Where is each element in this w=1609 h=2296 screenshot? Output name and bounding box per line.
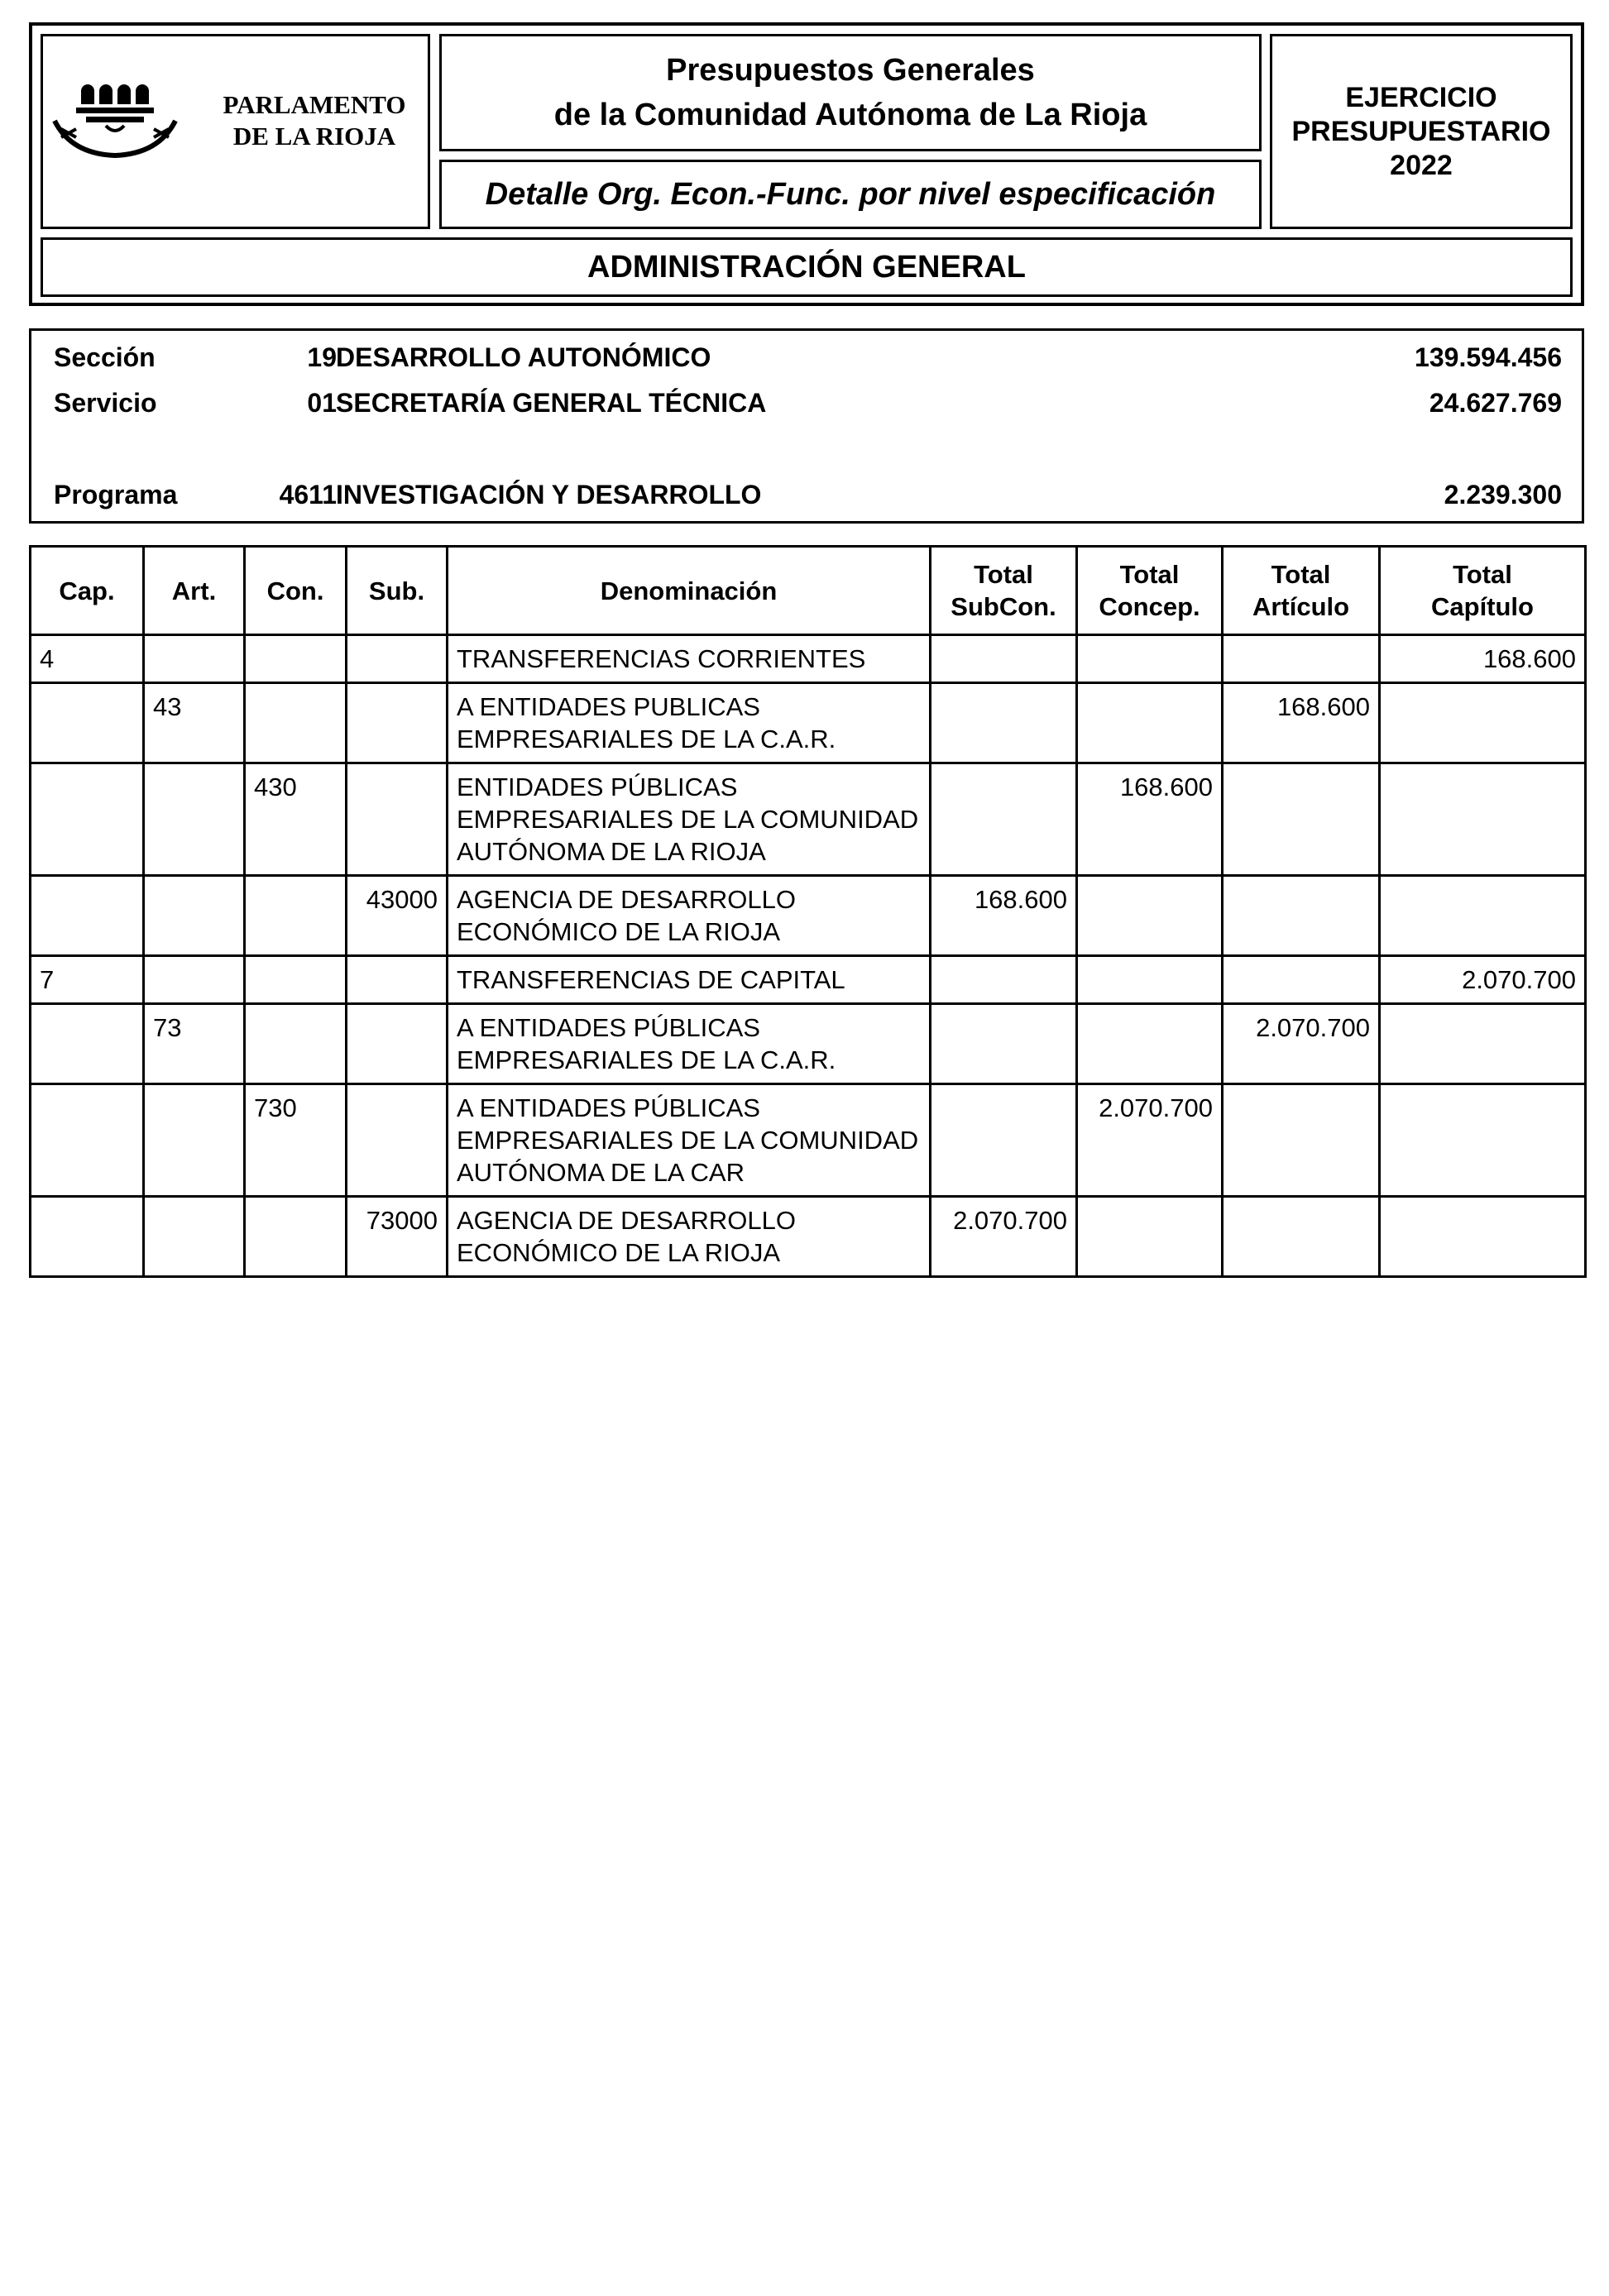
cell-subcon bbox=[931, 1084, 1077, 1197]
subtitle-text: Detalle Org. Econ.-Func. por nivel especificación bbox=[485, 176, 1216, 212]
programa-row bbox=[31, 480, 1582, 513]
cell-art bbox=[144, 763, 245, 876]
cell-concep bbox=[1077, 956, 1223, 1004]
cell-capitulo bbox=[1380, 1004, 1586, 1084]
col-concep-header-l2: Concep. bbox=[1099, 592, 1200, 621]
col-con-header: Con. bbox=[245, 547, 347, 635]
col-capitulo-header-l1: Total bbox=[1453, 560, 1512, 589]
cell-con bbox=[245, 876, 347, 956]
col-concep-header bbox=[1077, 547, 1223, 635]
cell-capitulo bbox=[1380, 763, 1586, 876]
cell-cap bbox=[31, 1084, 144, 1197]
table-row bbox=[31, 956, 1586, 1004]
cell-articulo bbox=[1223, 1197, 1380, 1277]
cell-articulo bbox=[1223, 956, 1380, 1004]
col-cap-header: Cap. bbox=[31, 547, 144, 635]
cell-denom: A ENTIDADES PÚBLICAS EMPRESARIALES DE LA C.A.R. bbox=[448, 1004, 931, 1084]
cell-cap: 4 bbox=[31, 635, 144, 683]
table-row bbox=[31, 1084, 1586, 1197]
cell-art bbox=[144, 1084, 245, 1197]
cell-cap bbox=[31, 683, 144, 763]
cell-con: 730 bbox=[245, 1084, 347, 1197]
cell-subcon bbox=[931, 956, 1077, 1004]
cell-denom: A ENTIDADES PÚBLICAS EMPRESARIALES DE LA COMUNIDAD AUTÓNOMA DE LA CAR bbox=[448, 1084, 931, 1197]
cell-subcon bbox=[931, 683, 1077, 763]
servicio-name: SECRETARÍA GENERAL TÉCNICA bbox=[336, 388, 767, 418]
document-subtitle bbox=[439, 160, 1262, 229]
cell-denom: TRANSFERENCIAS CORRIENTES bbox=[448, 635, 931, 683]
col-concep-header-l1: Total bbox=[1119, 560, 1180, 589]
cell-denom: ENTIDADES PÚBLICAS EMPRESARIALES DE LA COMUNIDAD AUTÓNOMA DE LA RIOJA bbox=[448, 763, 931, 876]
title-line2: de la Comunidad Autónoma de La Rioja bbox=[553, 98, 1147, 132]
col-articulo-header bbox=[1223, 547, 1380, 635]
col-capitulo-header bbox=[1380, 547, 1586, 635]
cell-cap bbox=[31, 876, 144, 956]
budget-info-box bbox=[29, 328, 1584, 524]
cell-capitulo: 168.600 bbox=[1380, 635, 1586, 683]
budget-table-body bbox=[31, 635, 1586, 1277]
programa-amount: 2.239.300 bbox=[1444, 480, 1562, 509]
servicio-label: Servicio bbox=[54, 388, 157, 418]
col-denom-header: Denominación bbox=[448, 547, 931, 635]
col-subcon-header bbox=[931, 547, 1077, 635]
year-value: 2022 bbox=[1390, 149, 1453, 181]
servicio-row bbox=[31, 388, 1582, 421]
cell-denom: TRANSFERENCIAS DE CAPITAL bbox=[448, 956, 931, 1004]
cell-con bbox=[245, 1004, 347, 1084]
cell-concep bbox=[1077, 1197, 1223, 1277]
seccion-code: 19 bbox=[307, 342, 337, 372]
seccion-label: Sección bbox=[54, 342, 156, 372]
cell-con: 430 bbox=[245, 763, 347, 876]
cell-concep bbox=[1077, 635, 1223, 683]
cell-art bbox=[144, 1197, 245, 1277]
cell-art bbox=[144, 876, 245, 956]
cell-art: 43 bbox=[144, 683, 245, 763]
seccion-name: DESARROLLO AUTONÓMICO bbox=[336, 342, 711, 372]
cell-articulo bbox=[1223, 876, 1380, 956]
cell-sub: 43000 bbox=[347, 876, 448, 956]
cell-subcon bbox=[931, 1004, 1077, 1084]
table-header-row bbox=[31, 547, 1586, 635]
programa-code: 4611 bbox=[279, 480, 337, 509]
col-sub-header: Sub. bbox=[347, 547, 448, 635]
cell-subcon bbox=[931, 635, 1077, 683]
org-name-line2: DE LA RIOJA bbox=[232, 122, 396, 151]
org-name bbox=[211, 89, 418, 152]
cell-denom: AGENCIA DE DESARROLLO ECONÓMICO DE LA RIOJA bbox=[448, 1197, 931, 1277]
cell-sub bbox=[347, 683, 448, 763]
cell-art: 73 bbox=[144, 1004, 245, 1084]
col-subcon-header-l1: Total bbox=[974, 560, 1033, 589]
cell-articulo bbox=[1223, 1084, 1380, 1197]
seccion-amount: 139.594.456 bbox=[1415, 342, 1562, 372]
cell-articulo bbox=[1223, 763, 1380, 876]
document-title bbox=[439, 34, 1262, 151]
programa-name: INVESTIGACIÓN Y DESARROLLO bbox=[336, 480, 762, 509]
cell-art bbox=[144, 635, 245, 683]
admin-banner bbox=[41, 237, 1573, 297]
table-row bbox=[31, 876, 1586, 956]
cell-subcon bbox=[931, 763, 1077, 876]
cell-capitulo bbox=[1380, 876, 1586, 956]
cell-cap bbox=[31, 1197, 144, 1277]
cell-art bbox=[144, 956, 245, 1004]
cell-capitulo bbox=[1380, 683, 1586, 763]
cell-con bbox=[245, 635, 347, 683]
title-line1: Presupuestos Generales bbox=[666, 53, 1035, 88]
year-line2: PRESUPUESTARIO bbox=[1291, 115, 1551, 147]
cell-denom: A ENTIDADES PUBLICAS EMPRESARIALES DE LA C.A.R. bbox=[448, 683, 931, 763]
cell-capitulo bbox=[1380, 1197, 1586, 1277]
cell-capitulo bbox=[1380, 1084, 1586, 1197]
servicio-code: 01 bbox=[307, 388, 337, 418]
seccion-row bbox=[31, 342, 1582, 375]
cell-concep: 168.600 bbox=[1077, 763, 1223, 876]
cell-concep bbox=[1077, 876, 1223, 956]
cell-concep bbox=[1077, 1004, 1223, 1084]
cell-sub: 73000 bbox=[347, 1197, 448, 1277]
col-articulo-header-l2: Artículo bbox=[1252, 592, 1350, 621]
parliament-logo-icon bbox=[48, 74, 205, 167]
cell-cap bbox=[31, 1004, 144, 1084]
col-art-header: Art. bbox=[144, 547, 245, 635]
table-row bbox=[31, 1197, 1586, 1277]
cell-sub bbox=[347, 1084, 448, 1197]
cell-con bbox=[245, 683, 347, 763]
cell-concep: 2.070.700 bbox=[1077, 1084, 1223, 1197]
cell-articulo: 168.600 bbox=[1223, 683, 1380, 763]
cell-articulo bbox=[1223, 635, 1380, 683]
cell-cap: 7 bbox=[31, 956, 144, 1004]
cell-sub bbox=[347, 956, 448, 1004]
cell-con bbox=[245, 956, 347, 1004]
cell-articulo: 2.070.700 bbox=[1223, 1004, 1380, 1084]
table-row bbox=[31, 1004, 1586, 1084]
cell-sub bbox=[347, 1004, 448, 1084]
budget-table bbox=[29, 545, 1587, 1278]
col-subcon-header-l2: SubCon. bbox=[951, 592, 1056, 621]
cell-concep bbox=[1077, 683, 1223, 763]
cell-sub bbox=[347, 635, 448, 683]
col-capitulo-header-l2: Capítulo bbox=[1431, 592, 1534, 621]
programa-label: Programa bbox=[54, 480, 178, 509]
cell-subcon: 2.070.700 bbox=[931, 1197, 1077, 1277]
cell-capitulo: 2.070.700 bbox=[1380, 956, 1586, 1004]
table-row bbox=[31, 683, 1586, 763]
cell-denom: AGENCIA DE DESARROLLO ECONÓMICO DE LA RIOJA bbox=[448, 876, 931, 956]
admin-text: ADMINISTRACIÓN GENERAL bbox=[587, 249, 1026, 285]
table-row bbox=[31, 635, 1586, 683]
fiscal-year-box bbox=[1270, 34, 1573, 229]
year-line1: EJERCICIO bbox=[1345, 81, 1497, 113]
org-name-line1: PARLAMENTO bbox=[223, 90, 406, 119]
cell-cap bbox=[31, 763, 144, 876]
servicio-amount: 24.627.769 bbox=[1429, 388, 1562, 418]
cell-subcon: 168.600 bbox=[931, 876, 1077, 956]
cell-con bbox=[245, 1197, 347, 1277]
cell-sub bbox=[347, 763, 448, 876]
table-row bbox=[31, 763, 1586, 876]
col-articulo-header-l1: Total bbox=[1271, 560, 1331, 589]
